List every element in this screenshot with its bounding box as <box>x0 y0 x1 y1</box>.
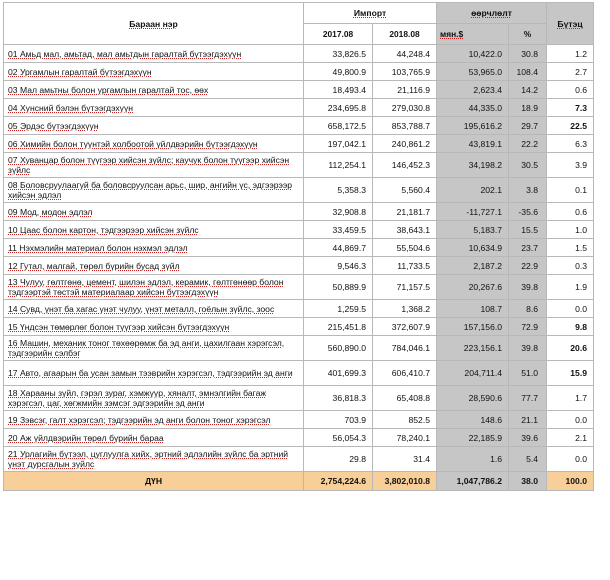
header-share-text: Бүтэц <box>557 18 583 29</box>
row-name: 14 Сувд, үнэт ба хагас үнэт чулуу, үнэт металл, гоёлын зүйлс, зоос <box>4 300 304 318</box>
row-change-amount: 34,198.2 <box>437 153 509 178</box>
row-import-2017: 1,259.5 <box>304 300 373 318</box>
row-name: 09 Мод, модон эдлэл <box>4 203 304 221</box>
header-percent: % <box>509 24 547 45</box>
total-change: 1,047,786.2 <box>437 472 509 491</box>
row-change-amount: 20,267.6 <box>437 275 509 300</box>
row-name: 16 Машин, механик тоног төхөөрөмж ба эд анги, цахилгаан хэрэгсэл, тэдгээрийн сэлбэг <box>4 336 304 361</box>
row-share: 7.3 <box>547 99 594 117</box>
row-import-2018: 21,116.9 <box>373 81 437 99</box>
row-change-pct: 22.2 <box>509 135 547 153</box>
row-change-pct: 3.8 <box>509 178 547 203</box>
row-import-2018: 606,410.7 <box>373 361 437 386</box>
row-change-pct: 30.5 <box>509 153 547 178</box>
row-change-amount: 43,819.1 <box>437 135 509 153</box>
table-body <box>4 45 594 472</box>
row-name: 07 Хуванцар болон түүгээр хийсэн зүйлс; каучук болон түүгээр хийсэн зүйлс <box>4 153 304 178</box>
table-row <box>4 300 594 318</box>
table-row <box>4 257 594 275</box>
row-import-2017: 33,826.5 <box>304 45 373 63</box>
table-row <box>4 275 594 300</box>
row-change-pct: 22.9 <box>509 257 547 275</box>
header-2018: 2018.08 <box>373 24 437 45</box>
row-share: 20.6 <box>547 336 594 361</box>
row-import-2018: 853,788.7 <box>373 117 437 135</box>
header-2017: 2017.08 <box>304 24 373 45</box>
row-import-2017: 560,890.0 <box>304 336 373 361</box>
row-change-pct: 15.5 <box>509 221 547 239</box>
row-change-amount: 202.1 <box>437 178 509 203</box>
row-change-pct: 8.6 <box>509 300 547 318</box>
row-import-2018: 1,368.2 <box>373 300 437 318</box>
row-change-pct: 5.4 <box>509 447 547 472</box>
row-name: 03 Мал амьтны болон ургамлын гаралтай тос, өөх <box>4 81 304 99</box>
row-share: 1.5 <box>547 239 594 257</box>
row-change-amount: 195,616.2 <box>437 117 509 135</box>
table-row <box>4 99 594 117</box>
row-change-amount: 148.6 <box>437 411 509 429</box>
table-row <box>4 178 594 203</box>
row-import-2017: 29.8 <box>304 447 373 472</box>
row-import-2018: 44,248.4 <box>373 45 437 63</box>
header-import <box>304 3 437 24</box>
table-row <box>4 429 594 447</box>
header-category-text: Бараан нэр <box>129 18 178 29</box>
row-change-amount: 2,187.2 <box>437 257 509 275</box>
row-name: 02 Ургамлын гаралтай бүтээгдэхүүн <box>4 63 304 81</box>
row-name: 19 Зэвсэг, галт хэрэгсэл; тэдгээрийн эд анги болон тоног хэрэгсэл <box>4 411 304 429</box>
row-share: 1.2 <box>547 45 594 63</box>
row-import-2017: 36,818.3 <box>304 386 373 411</box>
row-change-amount: 223,156.1 <box>437 336 509 361</box>
row-share: 22.5 <box>547 117 594 135</box>
row-name: 21 Урлагийн бүтээл, цуглуулга хийх, эртний эдлэлийн зүйлс ба эртний үнэт дурсгалын зүйлс <box>4 447 304 472</box>
table-row <box>4 239 594 257</box>
table-row <box>4 336 594 361</box>
row-share: 1.7 <box>547 386 594 411</box>
row-share: 0.6 <box>547 203 594 221</box>
row-import-2018: 65,408.8 <box>373 386 437 411</box>
row-change-pct: 51.0 <box>509 361 547 386</box>
table-row <box>4 361 594 386</box>
row-import-2018: 11,733.5 <box>373 257 437 275</box>
row-import-2018: 5,560.4 <box>373 178 437 203</box>
row-change-pct: 21.1 <box>509 411 547 429</box>
row-change-pct: 108.4 <box>509 63 547 81</box>
row-change-pct: 23.7 <box>509 239 547 257</box>
table-row <box>4 45 594 63</box>
row-name: 18 Харааны зүйл, гэрэл зураг, хэмжүүр, хяналт, эмнэлгийн багаж хэрэгсэл, цаг, хөгжмийн зэмсэг эдгээрийн эд анги <box>4 386 304 411</box>
row-change-pct: 30.8 <box>509 45 547 63</box>
row-share: 0.0 <box>547 447 594 472</box>
row-import-2017: 49,800.9 <box>304 63 373 81</box>
header-import-text: Импорт <box>353 8 387 18</box>
row-import-2017: 5,358.3 <box>304 178 373 203</box>
row-import-2017: 33,459.5 <box>304 221 373 239</box>
row-import-2017: 50,889.9 <box>304 275 373 300</box>
header-change <box>437 3 547 24</box>
total-row <box>4 472 594 491</box>
row-name: 04 Хүнсний бэлэн бүтээгдэхүүн <box>4 99 304 117</box>
row-share: 1.0 <box>547 221 594 239</box>
row-change-amount: 5,183.7 <box>437 221 509 239</box>
row-import-2018: 372,607.9 <box>373 318 437 336</box>
total-pct: 38.0 <box>509 472 547 491</box>
row-import-2018: 31.4 <box>373 447 437 472</box>
table-row <box>4 117 594 135</box>
row-change-amount: 22,185.9 <box>437 429 509 447</box>
row-import-2017: 9,546.3 <box>304 257 373 275</box>
row-import-2017: 56,054.3 <box>304 429 373 447</box>
row-import-2017: 197,042.1 <box>304 135 373 153</box>
row-change-amount: 10,422.0 <box>437 45 509 63</box>
row-import-2017: 703.9 <box>304 411 373 429</box>
row-import-2018: 55,504.6 <box>373 239 437 257</box>
table-row <box>4 203 594 221</box>
row-import-2018: 21,181.7 <box>373 203 437 221</box>
row-change-amount: 1.6 <box>437 447 509 472</box>
row-change-pct: 39.6 <box>509 429 547 447</box>
row-import-2017: 234,695.8 <box>304 99 373 117</box>
row-change-amount: 204,711.4 <box>437 361 509 386</box>
row-change-amount: 10,634.9 <box>437 239 509 257</box>
row-share: 0.0 <box>547 411 594 429</box>
row-import-2017: 401,699.3 <box>304 361 373 386</box>
row-share: 15.9 <box>547 361 594 386</box>
row-change-pct: 29.7 <box>509 117 547 135</box>
row-change-amount: 157,156.0 <box>437 318 509 336</box>
table-row <box>4 153 594 178</box>
row-share: 0.3 <box>547 257 594 275</box>
row-name: 11 Нэхмэлийн материал болон нэхмэл эдлэл <box>4 239 304 257</box>
row-change-pct: 72.9 <box>509 318 547 336</box>
row-import-2018: 240,861.2 <box>373 135 437 153</box>
total-2018: 3,802,010.8 <box>373 472 437 491</box>
row-name: 01 Амьд мал, амьтад, мал амьтдын гаралтай бүтээгдэхүүн <box>4 45 304 63</box>
row-name: 15 Үндсэн төмөрлөг болон түүгээр хийсэн бүтээгдэхүүн <box>4 318 304 336</box>
row-import-2018: 852.5 <box>373 411 437 429</box>
row-import-2018: 78,240.1 <box>373 429 437 447</box>
row-import-2017: 112,254.1 <box>304 153 373 178</box>
row-import-2017: 658,172.5 <box>304 117 373 135</box>
row-share: 0.0 <box>547 300 594 318</box>
row-name: 20 Аж үйлдвэрийн төрөл бүрийн бараа <box>4 429 304 447</box>
row-change-pct: 14.2 <box>509 81 547 99</box>
table-row <box>4 81 594 99</box>
row-import-2018: 38,643.1 <box>373 221 437 239</box>
row-change-amount: 108.7 <box>437 300 509 318</box>
row-change-pct: -35.6 <box>509 203 547 221</box>
table-row <box>4 135 594 153</box>
row-change-amount: -11,727.1 <box>437 203 509 221</box>
header-share <box>547 3 594 45</box>
total-share: 100.0 <box>547 472 594 491</box>
row-share: 0.6 <box>547 81 594 99</box>
row-name: 12 Гутал, малгай, төрөл бүрийн бусад зүйл <box>4 257 304 275</box>
row-change-amount: 44,335.0 <box>437 99 509 117</box>
row-import-2018: 784,046.1 <box>373 336 437 361</box>
import-structure-table <box>3 2 594 491</box>
row-share: 1.9 <box>547 275 594 300</box>
table-row <box>4 63 594 81</box>
row-change-pct: 77.7 <box>509 386 547 411</box>
table-row <box>4 411 594 429</box>
row-name: 17 Авто, агаарын ба усан замын тээврийн хэрэгсэл, тэдгээрийн эд анги <box>4 361 304 386</box>
row-share: 2.1 <box>547 429 594 447</box>
row-import-2017: 44,869.7 <box>304 239 373 257</box>
header-category <box>4 3 304 45</box>
row-share: 2.7 <box>547 63 594 81</box>
row-name: 06 Химийн болон түүнтэй холбоотой үйлдвэрийн бүтээгдэхүүн <box>4 135 304 153</box>
row-change-pct: 39.8 <box>509 336 547 361</box>
header-amount-unit <box>437 24 509 45</box>
row-import-2018: 71,157.5 <box>373 275 437 300</box>
row-import-2017: 18,493.4 <box>304 81 373 99</box>
row-name: 13 Чулуу, гөлтгөнө, цемент, шилэн эдлэл, керамик, гөлтгөнөөр болон тэдгээртэй төстэй материалаар хийсэн бүтээгдэхүүн <box>4 275 304 300</box>
row-import-2018: 103,765.9 <box>373 63 437 81</box>
row-change-pct: 18.9 <box>509 99 547 117</box>
row-import-2017: 215,451.8 <box>304 318 373 336</box>
row-import-2018: 279,030.8 <box>373 99 437 117</box>
table-row <box>4 318 594 336</box>
row-change-amount: 53,965.0 <box>437 63 509 81</box>
row-change-amount: 28,590.6 <box>437 386 509 411</box>
table-row <box>4 447 594 472</box>
table-row <box>4 386 594 411</box>
row-share: 3.9 <box>547 153 594 178</box>
row-name: 08 Боловсруулаагүй ба боловсруулсан арьс, шир, ангийн үс, эдгээрээр хийсэн эдлэл <box>4 178 304 203</box>
table-row <box>4 221 594 239</box>
row-share: 9.8 <box>547 318 594 336</box>
row-share: 0.1 <box>547 178 594 203</box>
total-label: ДҮН <box>4 472 304 491</box>
header-amount-unit-text: мян.$ <box>440 29 464 39</box>
row-import-2017: 32,908.8 <box>304 203 373 221</box>
row-change-pct: 39.8 <box>509 275 547 300</box>
row-change-amount: 2,623.4 <box>437 81 509 99</box>
row-import-2018: 146,452.3 <box>373 153 437 178</box>
row-name: 10 Цаас болон картон, тэдгээрээр хийсэн зүйлс <box>4 221 304 239</box>
total-2017: 2,754,224.6 <box>304 472 373 491</box>
row-name: 05 Эрдэс бүтээгдэхүүн <box>4 117 304 135</box>
row-share: 6.3 <box>547 135 594 153</box>
header-change-text: өөрчлөлт <box>471 8 512 18</box>
